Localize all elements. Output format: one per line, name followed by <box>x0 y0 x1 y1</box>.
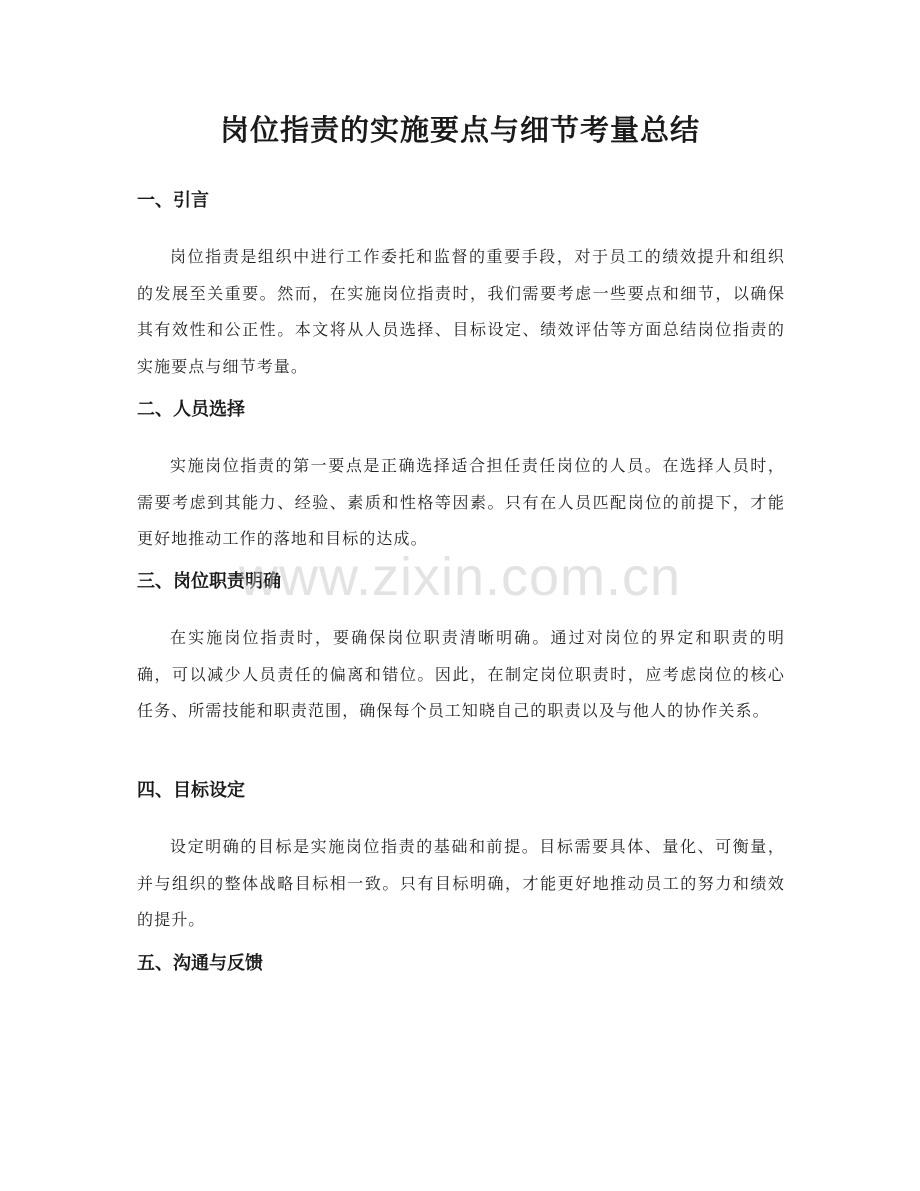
section-heading: 五、沟通与反馈 <box>137 953 263 974</box>
section-heading: 四、目标设定 <box>137 780 245 801</box>
section-communication-feedback <box>137 950 785 978</box>
section-paragraph: 实施岗位指责的第一要点是正确选择适合担任责任岗位的人员。在选择人员时，需要考虑到其能力、经验、素质和性格等因素。只有在人员匹配岗位的前提下，才能更好地推动工作的落地和目标的达成。 <box>137 456 785 548</box>
section-heading: 三、岗位职责明确 <box>137 571 281 592</box>
section-paragraph: 岗位指责是组织中进行工作委托和监督的重要手段，对于员工的绩效提升和组织的发展至关重要。然而，在实施岗位指责时，我们需要考虑一些要点和细节，以确保其有效性和公正性。本文将从人员选择、目标设定、绩效评估等方面总结岗位指责的实施要点与细节考量。 <box>137 247 785 376</box>
section-heading: 一、引言 <box>137 190 209 211</box>
section-heading: 二、人员选择 <box>137 399 245 420</box>
section-personnel-selection <box>137 396 785 558</box>
page-title: 岗位指责的实施要点与细节考量总结 <box>219 113 700 147</box>
section-goal-setting <box>137 777 785 939</box>
section-paragraph: 设定明确的目标是实施岗位指责的基础和前提。目标需要具体、量化、可衡量，并与组织的整体战略目标相一致。只有目标明确，才能更好地推动员工的努力和绩效的提升。 <box>137 837 785 929</box>
section-introduction <box>137 187 785 385</box>
section-paragraph: 在实施岗位指责时，要确保岗位职责清晰明确。通过对岗位的界定和职责的明确，可以减少人员责任的偏离和错位。因此，在制定岗位职责时，应考虑岗位的核心任务、所需技能和职责范围，确保每个员工知晓自己的职责以及与他人的协作关系。 <box>137 628 785 720</box>
section-duty-clarity <box>137 568 785 730</box>
watermark: www.zixin.com.cn <box>238 547 682 607</box>
